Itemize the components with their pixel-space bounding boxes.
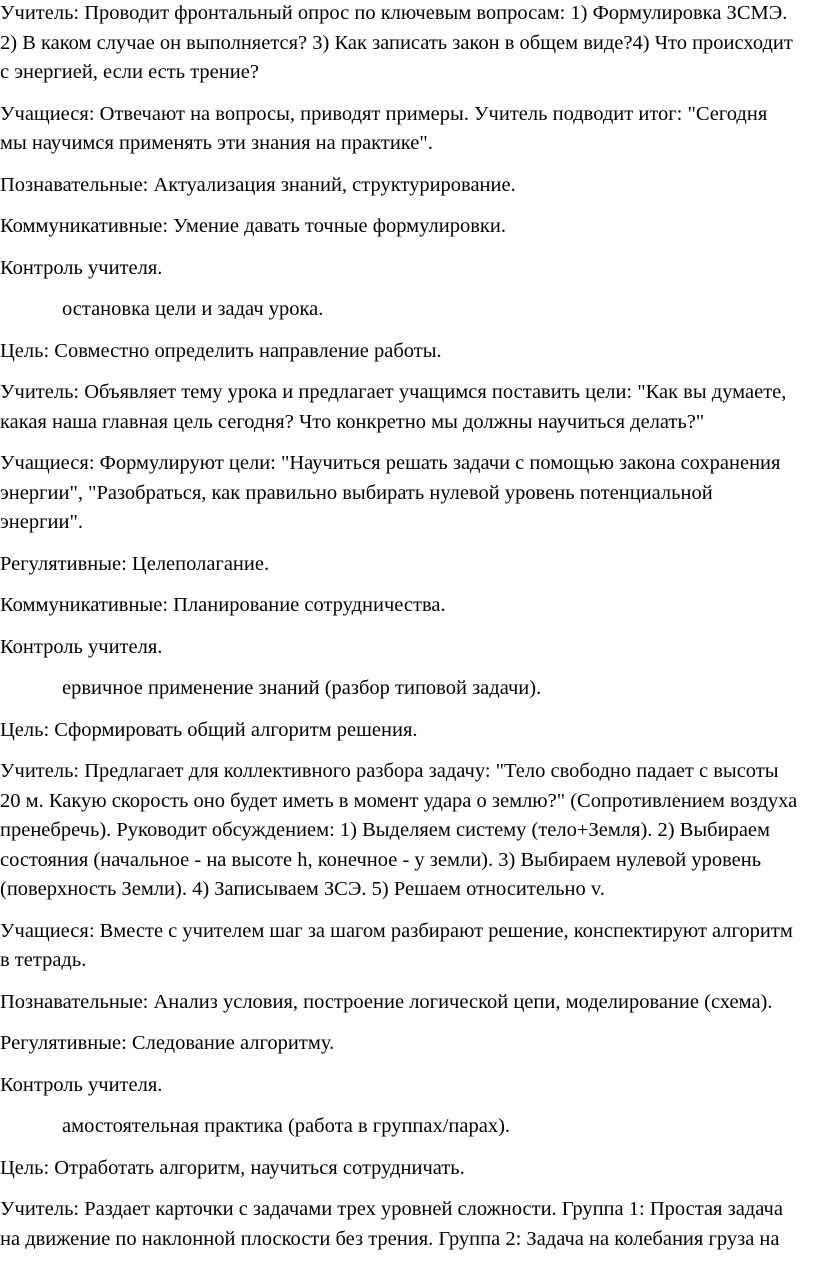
text-line: Познавательные: Актуализация знаний, структурирование. bbox=[0, 173, 516, 196]
text-line: ервичное применение знаний (разбор типовой задачи). bbox=[62, 677, 542, 699]
section-heading bbox=[0, 1112, 816, 1142]
text-line: с энергией, если есть трение? bbox=[0, 61, 259, 83]
text-line: остановка цели и задач урока. bbox=[62, 298, 324, 320]
text-line: Коммуникативные: Планирование сотрудничества. bbox=[0, 594, 446, 616]
text-line: Коммуникативные: Умение давать точные формулировки. bbox=[0, 215, 506, 237]
text-line: Учащиеся: Вместе с учителем шаг за шагом разбирают решение, конспектируют алгоритм bbox=[0, 919, 793, 942]
paragraph bbox=[0, 1071, 816, 1101]
paragraph bbox=[0, 757, 816, 905]
text-line: 20 м. Какую скорость оно будет иметь в момент удара о землю?" (Сопротивлением воздуха bbox=[0, 789, 798, 812]
text-line: Цель: Совместно определить направление работы. bbox=[0, 339, 442, 362]
text-line: пренебречь). Руководит обсуждением: 1) Выделяем систему (тело+Земля). 2) Выбираем bbox=[0, 819, 770, 841]
text-line: состояния (начальное - на высоте h, конечное - у земли). 3) Выбираем нулевой уровень bbox=[0, 848, 762, 871]
paragraph bbox=[0, 0, 816, 88]
text-line: Учитель: Предлагает для коллективного разбора задачу: "Тело свободно падает с высоты bbox=[0, 760, 779, 782]
paragraph bbox=[0, 378, 816, 437]
section-heading bbox=[0, 295, 816, 325]
paragraph bbox=[0, 100, 816, 159]
paragraph bbox=[0, 988, 816, 1018]
text-line: Учитель: Проводит фронтальный опрос по ключевым вопросам: 1) Формулировка ЗСМЭ. bbox=[0, 2, 788, 24]
text-line: энергии", "Разобраться, как правильно выбирать нулевой уровень потенциальной bbox=[0, 481, 713, 504]
paragraph bbox=[0, 633, 816, 663]
paragraph bbox=[0, 550, 816, 580]
text-line: Цель: Отработать алгоритм, научиться сотрудничать. bbox=[0, 1156, 465, 1179]
paragraph bbox=[0, 591, 816, 621]
text-line: энергии". bbox=[0, 511, 83, 533]
text-line: Регулятивные: Следование алгоритму. bbox=[0, 1032, 335, 1054]
text-line: Контроль учителя. bbox=[0, 635, 163, 658]
text-line: в тетрадь. bbox=[0, 949, 87, 971]
paragraph bbox=[0, 254, 816, 284]
text-line: Контроль учителя. bbox=[0, 1073, 163, 1096]
text-line: Цель: Сформировать общий алгоритм решения. bbox=[0, 718, 418, 741]
paragraph bbox=[0, 449, 816, 538]
paragraph bbox=[0, 1029, 816, 1059]
paragraph bbox=[0, 337, 816, 367]
text-line: Контроль учителя. bbox=[0, 256, 163, 279]
paragraph bbox=[0, 1195, 816, 1254]
text-line: Учащиеся: Отвечают на вопросы, приводят примеры. Учитель подводит итог: "Сегодня bbox=[0, 102, 768, 125]
text-line: на движение по наклонной плоскости без трения. Группа 2: Задача на колебания груза на bbox=[0, 1227, 780, 1250]
section-heading bbox=[0, 674, 816, 704]
text-line: 2) В каком случае он выполняется? 3) Как записать закон в общем виде?4) Что происходит bbox=[0, 31, 793, 54]
paragraph bbox=[0, 171, 816, 201]
text-line: амостоятельная практика (работа в группах/парах). bbox=[62, 1115, 511, 1137]
text-line: Познавательные: Анализ условия, построение логической цепи, моделирование (схема). bbox=[0, 990, 773, 1013]
text-line: Регулятивные: Целеполагание. bbox=[0, 552, 270, 575]
text-line: (поверхность Земли). 4) Записываем ЗСЭ. 5) Решаем относительно v. bbox=[0, 878, 605, 900]
paragraph bbox=[0, 917, 816, 976]
text-line: Учащиеся: Формулируют цели: "Научиться решать задачи с помощью закона сохранения bbox=[0, 452, 781, 474]
text-line: мы научимся применять эти знания на практике". bbox=[0, 132, 433, 154]
text-line: Учитель: Раздает карточки с задачами трех уровней сложности. Группа 1: Простая задача bbox=[0, 1198, 783, 1220]
text-line: какая наша главная цель сегодня? Что конкретно мы должны научиться делать?" bbox=[0, 410, 705, 433]
paragraph bbox=[0, 212, 816, 242]
paragraph bbox=[0, 1154, 816, 1184]
paragraph bbox=[0, 716, 816, 746]
text-line: Учитель: Объявляет тему урока и предлагает учащимся поставить цели: "Как вы думаете, bbox=[0, 381, 787, 403]
